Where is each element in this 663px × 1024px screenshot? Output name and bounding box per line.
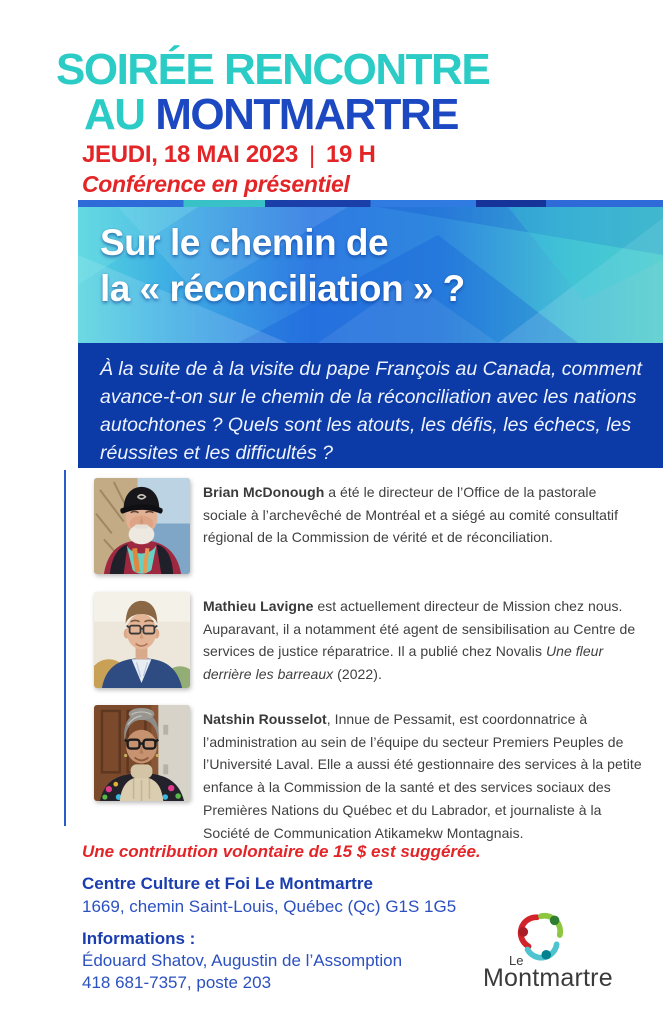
logo-le-text: Le xyxy=(509,953,524,968)
speaker-bio-text-mathieu-lavigne: est actuellement directeur de Mission chez nous. Auparavant, il a notamment été agent de sensibilisation au Centre de services de justice réparatrice. Il a publié chez Novalis xyxy=(203,598,636,660)
speaker-bio-text-natshin-rousselot: , Innue de Pessamit, est coordonnatrice à l’administration au sein de l’équipe du secteur Premiers Peuples de l’Université Laval. Elle a aussi été gestionnaire des services à la petite enfance à la Commission de la santé et des services sociaux des Premières Nations du Québec et du Labrador, et journaliste à la Société de Communication Atikamekw Montagnais. xyxy=(203,711,642,841)
speaker-name-mathieu-lavigne: Mathieu Lavigne xyxy=(203,598,314,614)
venue-address: 1669, chemin Saint-Louis, Québec (Qc) G1S 1G5 xyxy=(82,897,457,916)
speaker-name-brian-mcdonough: Brian McDonough xyxy=(203,484,325,500)
poster-title-line2 xyxy=(84,90,459,139)
logo-name-text: Montmartre xyxy=(483,964,613,992)
conference-title-line1: Sur le chemin de xyxy=(100,222,389,263)
contact-phone: 418 681-7357, poste 203 xyxy=(82,973,272,992)
conference-title-line2: la « réconciliation » ? xyxy=(100,268,465,309)
photo-brian-mcdonough-illustration xyxy=(94,478,190,574)
bio-left-rule xyxy=(64,470,66,826)
bio-natshin-rousselot xyxy=(203,705,643,844)
contact-name: Édouard Shatov, Augustin de l’Assomption xyxy=(82,951,403,970)
title-au: AU xyxy=(84,90,156,139)
photo-brian-mcdonough xyxy=(94,478,190,574)
speaker-row-brian-mcdonough xyxy=(94,478,646,574)
venue-name: Centre Culture et Foi Le Montmartre xyxy=(82,874,373,893)
bio-mathieu-lavigne xyxy=(203,592,643,688)
bio-brian-mcdonough xyxy=(203,478,643,574)
book-title: Une fleur derrière les barreaux xyxy=(203,643,604,683)
informations-label: Informations : xyxy=(82,929,196,948)
photo-mathieu-lavigne-illustration xyxy=(94,592,190,688)
speaker-bio-text-brian-mcdonough: a été le directeur de l’Office de la pastorale sociale à l’archevêché de Montréal et a siégé au comité consultatif régional de la Commission de vérité et de réconciliation. xyxy=(203,484,619,546)
event-date: JEUDI, 18 MAI 2023 xyxy=(82,141,299,168)
conference-title xyxy=(100,220,465,312)
speaker-row-mathieu-lavigne xyxy=(94,592,646,688)
speaker-bio-text2-mathieu-lavigne: (2022). xyxy=(333,666,382,683)
event-format: Conférence en présentiel xyxy=(82,171,350,197)
banner xyxy=(78,200,663,343)
photo-mathieu-lavigne xyxy=(94,592,190,688)
intro-text: À la suite de à la visite du pape François au Canada, comment avance-t-on sur le chemin de la réconciliation avec les nations autochtones ? Quels sont les atouts, les défis, les échecs, les réussites et les difficultés ? xyxy=(100,358,642,464)
speaker-row-natshin-rousselot xyxy=(94,705,646,844)
event-time: 19 H xyxy=(325,141,376,168)
poster-title-line1: SOIRÉE RENCONTRE xyxy=(56,45,490,94)
contribution-note: Une contribution volontaire de 15 $ est suggérée. xyxy=(82,842,481,861)
photo-natshin-rousselot-illustration xyxy=(94,705,190,801)
date-time-separator: | xyxy=(309,142,315,169)
intro-panel xyxy=(78,343,663,468)
event-date-time xyxy=(82,141,375,169)
title-montmartre: MONTMARTRE xyxy=(155,90,459,139)
photo-natshin-rousselot xyxy=(94,705,190,801)
speaker-name-natshin-rousselot: Natshin Rousselot xyxy=(203,711,327,727)
montmartre-logo xyxy=(483,908,633,998)
